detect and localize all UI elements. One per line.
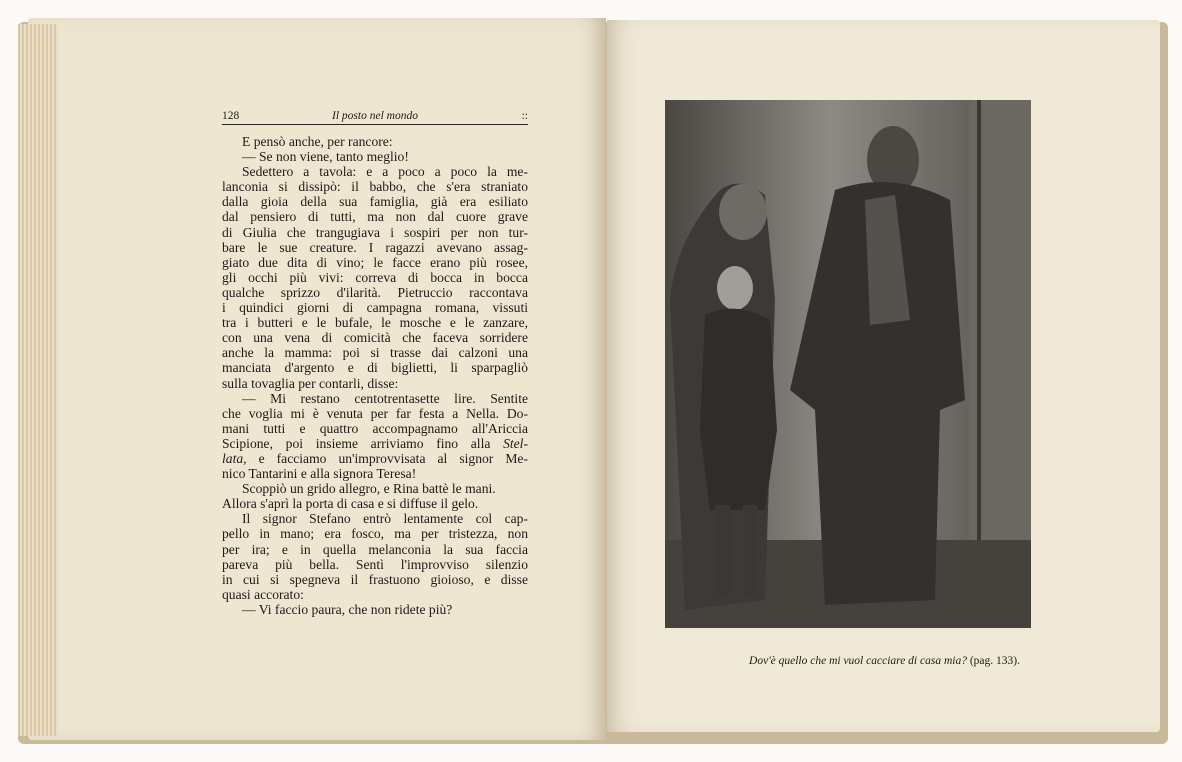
text-line: giato due dita di vino; le facce erano più rosee, <box>222 254 528 270</box>
text-line: dalla gioia della sua famiglia, già era esiliato <box>222 194 528 210</box>
illustration-caption <box>608 655 1161 667</box>
text-line: quasi accorato: <box>222 586 304 602</box>
text-segment: e facciamo un'improvvisata al signor Me- <box>246 450 528 466</box>
text-line: nico Tantarini e alla signora Teresa! <box>222 466 417 482</box>
text-line: bare le sue creature. I ragazzi avevano assag- <box>222 239 528 255</box>
text-line: tra i butteri e le bufale, le mosche e le zanzare, <box>222 315 528 331</box>
page-number: 128 <box>222 110 240 122</box>
text-line: E pensò anche, per rancore: <box>242 134 393 149</box>
text-line: sulla tovaglia per contarli, disse: <box>222 375 399 391</box>
text-line <box>222 451 528 466</box>
text-line: Sedettero a tavola: e a poco a poco la me- <box>242 164 528 180</box>
text-line: lanconia si dissipò: il babbo, che s'era straniato <box>222 179 528 195</box>
text-line: anche la mamma: poi si trasse dai calzoni una <box>222 345 528 361</box>
body-text <box>222 134 528 617</box>
text-line: che voglia mi è venuta per far festa a Nella. Do- <box>222 405 528 421</box>
text-line: Il signor Stefano entrò lentamente col cap- <box>242 511 528 527</box>
illustration <box>665 100 1031 628</box>
text-line: manciata d'argento e di biglietti, li sparpagliò <box>222 360 528 376</box>
text-line: — Se non viene, tanto meglio! <box>242 149 409 165</box>
text-line: mani tutti e quattro accompagnamo all'Ariccia <box>222 420 528 436</box>
text-line: pareva più bella. Sentì l'improvviso silenzio <box>222 556 528 572</box>
running-header <box>222 108 528 125</box>
text-line <box>222 436 528 451</box>
text-line: con una vena di comicità che faceva sorridere <box>222 330 528 346</box>
text-line: di Giulia che trangugiava i sospiri per non tur- <box>222 224 528 240</box>
text-line: in cui si spegneva il frastuono gioioso, e disse <box>222 571 528 587</box>
header-ornament: :: <box>521 110 528 122</box>
text-line: gli occhi più vivi: correva di bocca in bocca <box>222 269 528 285</box>
text-line: dal pensiero di tutti, ma non dal cuore grave <box>222 209 528 225</box>
italic-segment: Stel- <box>503 435 528 451</box>
text-line: pello in mano; era fosco, ma per tristezza, non <box>222 526 528 542</box>
italic-segment: lata, <box>222 450 247 466</box>
illustration-drawing <box>665 100 1031 628</box>
text-line: i quindici giorni di campagna romana, vissuti <box>222 300 528 316</box>
text-line: — Vi faccio paura, che non ridete più? <box>242 601 453 617</box>
text-line: — Mi restano centotrentasette lire. Sentite <box>242 390 528 406</box>
text-line: qualche sprizzo d'ilarità. Pietruccio raccontava <box>222 284 528 300</box>
text-line: Allora s'aprì la porta di casa e si diffuse il gelo. <box>222 496 479 512</box>
text-segment: Scipione, poi insieme arriviamo fino alla <box>222 435 504 451</box>
running-title: Il posto nel mondo <box>332 110 418 122</box>
caption-page-ref: (pag. 133). <box>969 655 1020 667</box>
text-line: Scoppiò un grido allegro, e Rina battè le mani. <box>242 481 496 497</box>
page-stack <box>18 24 58 736</box>
text-line: per ira; e in quella melanconia la sua faccia <box>222 541 528 557</box>
caption-text: Dov'è quello che mi vuol cacciare di casa mia? <box>749 655 967 667</box>
